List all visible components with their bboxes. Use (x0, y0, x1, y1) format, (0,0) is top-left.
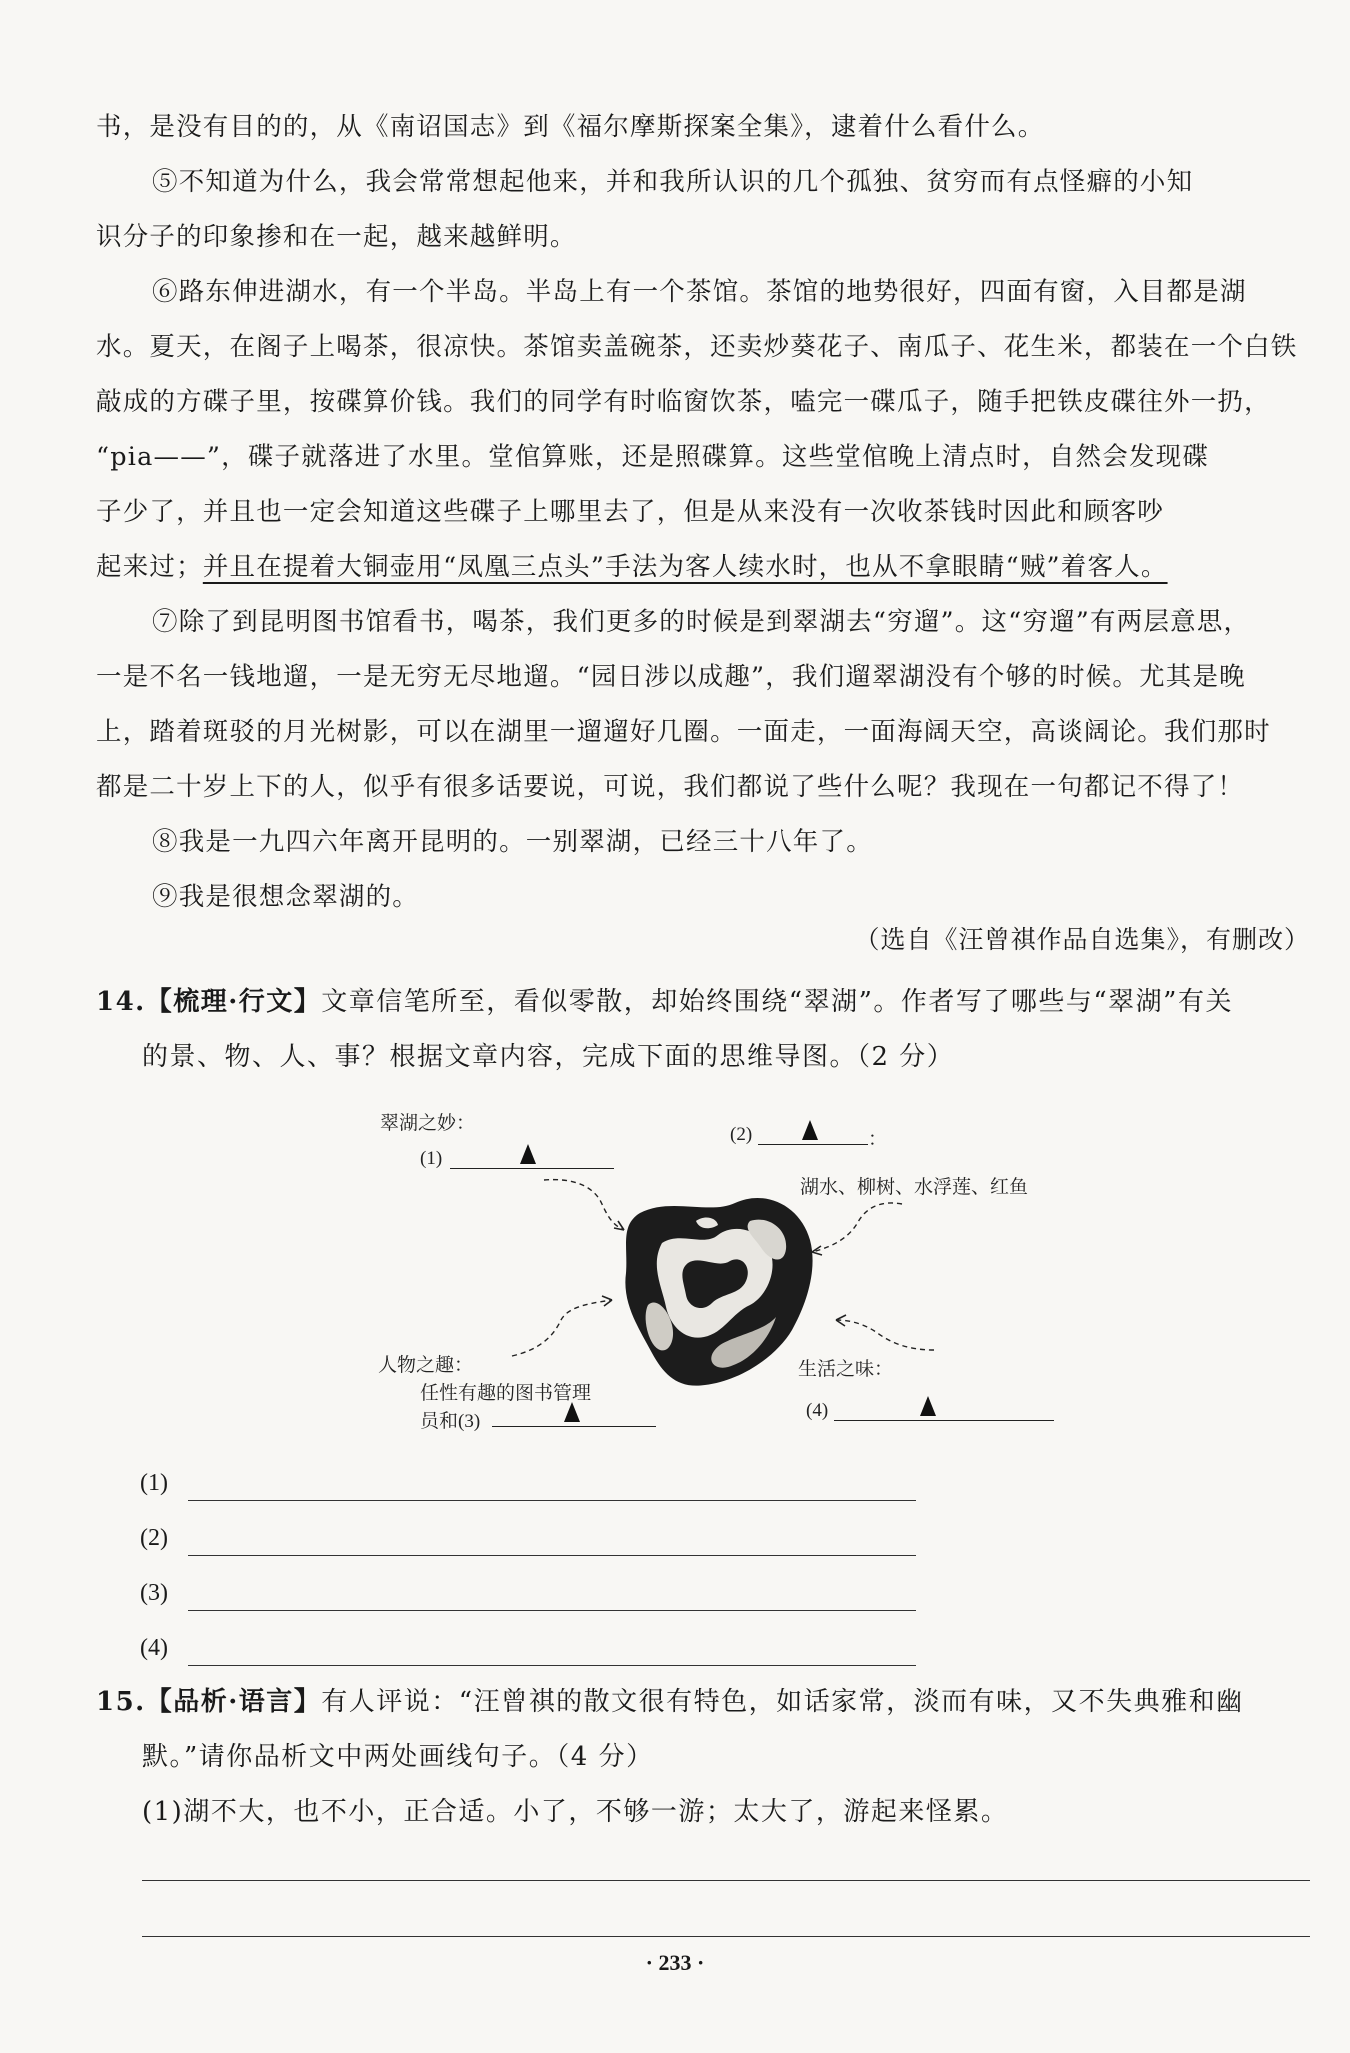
paragraph-7-line: ⑦除了到昆明图书馆看书，喝茶，我们更多的时候是到翠湖去“穷遛”。这“穷遛”有两层意思， (152, 607, 1251, 637)
mindmap-label: 湖水、柳树、水浮莲、红鱼 (800, 1177, 1029, 1198)
paragraph-6-line: 敲成的方碟子里，按碟算价钱。我们的同学有时临窗饮茶，嗑完一碟瓜子，随手把铁皮碟往外一扔， (96, 387, 1271, 417)
dashed-arrow (540, 1170, 630, 1240)
mindmap-label: (2) (730, 1124, 753, 1145)
article-line: 书，是没有目的的，从《南诏国志》到《福尔摩斯探案全集》，逮着什么看什么。 (96, 112, 1045, 142)
paragraph-6-line: 水。夏天，在阁子上喝茶，很凉快。茶馆卖盖碗茶，还卖炒葵花子、南瓜子、花生米，都装在一个白铁 (96, 332, 1298, 362)
paragraph-7-line: 一是不名一钱地遛，一是无穷无尽地遛。“园日涉以成趣”，我们遛翠湖没有个够的时候。尤其是晚 (96, 662, 1246, 692)
paragraph-7-line: 都是二十岁上下的人，似乎有很多话要说，可说，我们都说了些什么呢？我现在一句都记不得了！ (96, 772, 1245, 802)
article-source: （选自《汪曾祺作品自选集》，有删改） (854, 925, 1310, 954)
answer-label: (2) (140, 1525, 168, 1551)
answer-line[interactable] (142, 1936, 1310, 1937)
triangle-icon (520, 1144, 536, 1164)
answer-label: (3) (140, 1580, 168, 1606)
question-text: 文章信笔所至，看似零散，却始终围绕“翠湖”。作者写了哪些与“翠湖”有关 (321, 987, 1233, 1017)
paragraph-7-line: 上，踏着斑驳的月光树影，可以在湖里一遛遛好几圈。一面走，一面海阔天空，高谈阔论。我们那时 (96, 717, 1271, 747)
paragraph-5-line: 识分子的印象掺和在一起，越来越鲜明。 (96, 222, 577, 252)
underlined-sentence: 并且在提着大铜壶用“凤凰三点头”手法为客人续水时，也从不拿眼睛“贼”着客人。 (202, 552, 1168, 582)
paragraph-8: ⑧我是一九四六年离开昆明的。一别翠湖，已经三十八年了。 (152, 827, 873, 857)
answer-blank[interactable] (188, 1555, 916, 1556)
mindmap-label: 任性有趣的图书管理 (420, 1383, 592, 1404)
mindmap-blank-line (450, 1168, 614, 1169)
mindmap-label: (4) (806, 1400, 829, 1421)
mindmap-label: 人物之趣： (378, 1355, 474, 1376)
question-14-line: 的景、物、人、事？根据文章内容，完成下面的思维导图。（2 分） (142, 1042, 955, 1072)
question-15-line: 默。”请你品析文中两处画线句子。（4 分） (142, 1742, 654, 1772)
answer-blank[interactable] (188, 1500, 916, 1501)
mindmap-blank-line (492, 1426, 656, 1427)
dashed-arrow (830, 1310, 940, 1360)
paragraph-5-line: ⑤不知道为什么，我会常常想起他来，并和我所认识的几个孤独、贫穷而有点怪癖的小知 (152, 167, 1194, 197)
paragraph-6-line: “pia——”，碟子就落进了水里。堂倌算账，还是照碟算。这些堂倌晚上清点时，自然会发现碟 (96, 442, 1210, 472)
triangle-icon (920, 1396, 936, 1416)
answer-label: (1) (140, 1470, 168, 1496)
question-number: 14. (96, 987, 146, 1017)
mindmap-label: (1) (420, 1148, 443, 1169)
answer-label: (4) (140, 1635, 168, 1661)
question-15-sub: (1)湖不大，也不小，正合适。小了，不够一游；太大了，游起来怪累。 (142, 1797, 1009, 1827)
mindmap-label: 翠湖之妙： (380, 1113, 476, 1134)
dashed-arrow (806, 1190, 906, 1260)
mindmap-label: 生活之味： (798, 1359, 894, 1380)
triangle-icon (802, 1120, 818, 1140)
answer-blank[interactable] (188, 1665, 916, 1666)
question-text: 有人评说：“汪曾祺的散文很有特色，如话家常，淡而有味，又不失典雅和幽 (321, 1687, 1244, 1717)
dashed-arrow (508, 1290, 618, 1360)
page-number: · 233 · (645, 1950, 705, 1975)
question-14-line (96, 975, 1233, 1030)
answer-line[interactable] (142, 1880, 1310, 1881)
mindmap-label: ： (868, 1129, 888, 1150)
question-tag: 【品析·语言】 (145, 1687, 322, 1717)
mindmap-blank-line (834, 1420, 1054, 1421)
green-lake-ink-illustration (600, 1185, 840, 1395)
paragraph-6-line (96, 540, 1314, 595)
paragraph-6-text: 起来过； (96, 552, 203, 582)
paragraph-6-line: ⑥路东伸进湖水，有一个半岛。半岛上有一个茶馆。茶馆的地势很好，四面有窗，入目都是湖 (152, 277, 1247, 307)
question-tag: 【梳理·行文】 (145, 987, 322, 1017)
paragraph-6-line: 子少了，并且也一定会知道这些碟子上哪里去了，但是从来没有一次收茶钱时因此和顾客吵 (96, 497, 1165, 527)
paragraph-9: ⑨我是很想念翠湖的。 (152, 882, 420, 912)
triangle-icon (564, 1402, 580, 1422)
question-number: 15. (96, 1687, 146, 1717)
question-15-line (96, 1675, 1244, 1730)
mindmap-blank-line (758, 1144, 868, 1145)
answer-blank[interactable] (188, 1610, 916, 1611)
mindmap-label: 员和(3) (420, 1411, 481, 1432)
